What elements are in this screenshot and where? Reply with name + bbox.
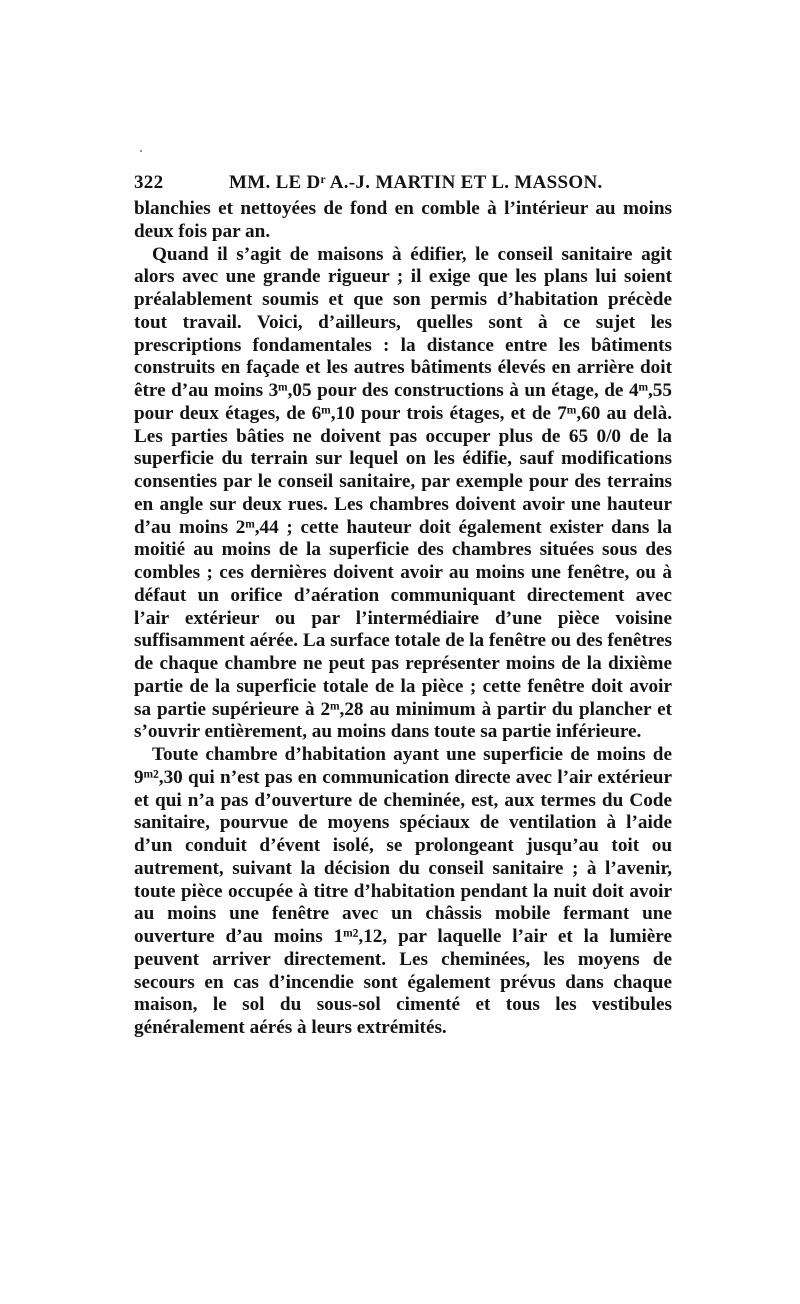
paragraph-1: blanchies et nettoyées de fond en comble à l’intérieur au moins deux fois par an.: [134, 198, 672, 242]
body-text: [134, 198, 672, 1040]
paragraph-3: Toute chambre d’habitation ayant une superficie de moins de 9ᵐ²,30 qui n’est pas en communication directe avec l’air extérieur et qui n’a pas d’ouverture de cheminée, est, aux termes du Code sanitaire, pourvue de moyens spéciaux de ventilation à l’aide d’un conduit d’évent isolé, se prolongeant jusqu’au toit ou autrement, suivant la décision du conseil sanitaire ; à l’avenir, toute pièce occupée à titre d’habitation pendant la nuit doit avoir au moins une fenêtre avec un châssis mobile fermant une ouverture d’au moins 1ᵐ²,12, par laquelle l’air et la lumière peuvent arriver directement. Les cheminées, les moyens de secours en cas d’incendie sont également prévus dans chaque maison, le sol du sous-sol cimenté et tous les vestibules généralement aérés à leurs extrémités.: [134, 744, 672, 1038]
book-page: [134, 168, 672, 1040]
page-number: 322: [134, 172, 164, 193]
page-header: [134, 168, 672, 198]
paragraph-2: Quand il s’agit de maisons à édifier, le conseil sanitaire agit alors avec une grande rigueur ; il exige que les plans lui soient préalablement soumis et que son permis d’habitation précède tout travail. Voici, d’ailleurs, quelles sont à ce sujet les prescriptions fondamentales : la distance entre les bâtiments construits en façade et les autres bâtiments élevés en arrière doit être d’au moins 3ᵐ,05 pour des constructions à un étage, de 4ᵐ,55 pour deux étages, de 6ᵐ,10 pour trois étages, et de 7ᵐ,60 au delà. Les parties bâties ne doivent pas occuper plus de 65 0/0 de la superficie du terrain sur lequel on les édifie, sauf modifications consenties par le conseil sanitaire, par exemple pour des terrains en angle sur deux rues. Les chambres doivent avoir une hauteur d’au moins 2ᵐ,44 ; cette hauteur doit également exister dans la moitié au moins de la superficie des chambres situées sous des combles ; ces dernières doivent avoir au moins une fenêtre, ou à défaut un orifice d’aération communiquant directement avec l’air extérieur ou par l’intermédiaire d’une pièce voisine suffisamment aérée. La surface totale de la fenêtre ou des fenêtres de chaque chambre ne peut pas représenter moins de la dixième partie de la superficie totale de la pièce ; cette fenêtre doit avoir sa partie supérieure à 2ᵐ,28 au minimum à partir du plancher et s’ouvrir entièrement, au moins dans toute sa partie inférieure.: [134, 243, 672, 743]
scan-speck: [140, 150, 142, 152]
running-head: MM. LE Dʳ A.-J. MARTIN ET L. MASSON.: [229, 172, 603, 193]
